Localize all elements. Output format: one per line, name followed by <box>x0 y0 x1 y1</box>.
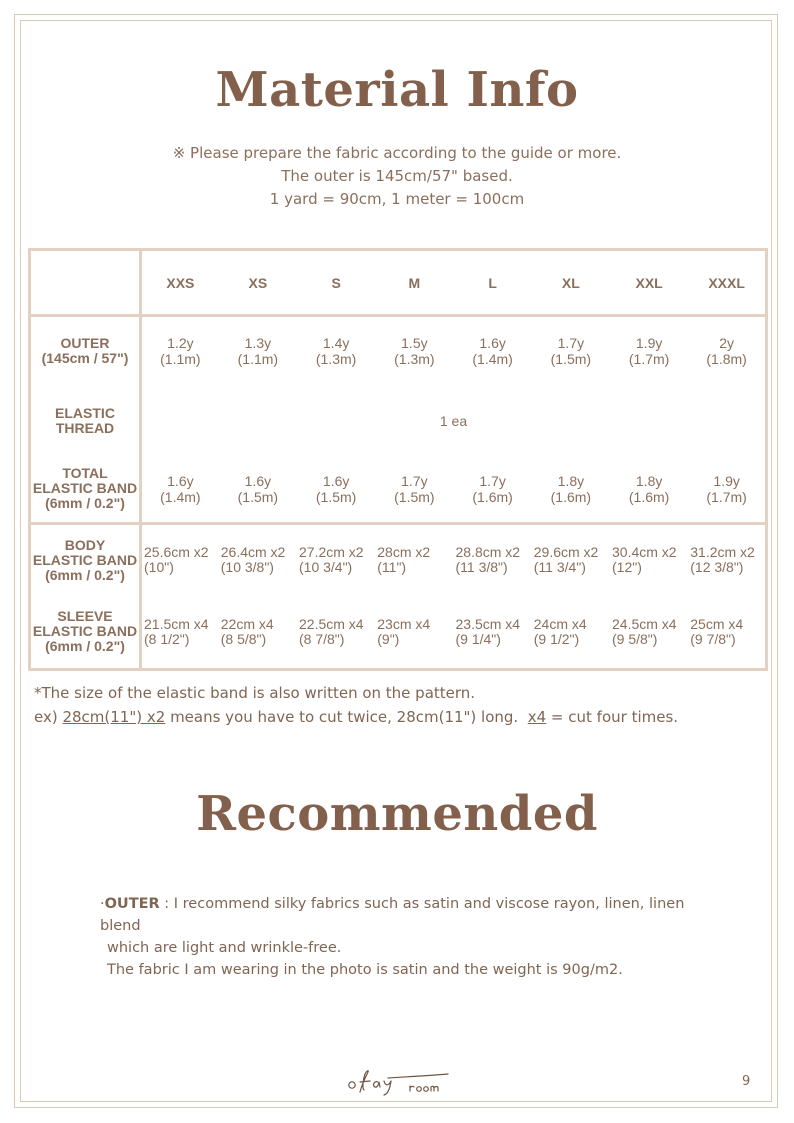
row-label-line: (145cm / 57") <box>41 350 129 367</box>
row-label-line: ELASTIC BAND <box>32 623 138 640</box>
table-corner-cell <box>30 250 141 316</box>
table-cell: 28.8cm x2 (11 3/8") <box>454 524 532 596</box>
size-header: XL <box>532 250 610 316</box>
recommended-title: Recommended <box>196 786 598 842</box>
material-table <box>28 248 768 671</box>
page-number: 9 <box>742 1074 751 1089</box>
row-label-line: (6mm / 0.2") <box>45 495 125 512</box>
reco-label: OUTER <box>104 896 160 912</box>
row-label-line: (6mm / 0.2") <box>45 566 125 583</box>
note-line-2 <box>34 705 774 729</box>
reco-line-3: The fabric I am wearing in the photo is satin and the weight is 90g/m2. <box>107 962 623 978</box>
row-label-line: (6mm / 0.2") <box>45 638 125 655</box>
table-cell: 24.5cm x4 (9 5/8") <box>612 615 677 647</box>
intro-line-2: The outer is 145cm/57" based. <box>281 167 513 185</box>
row-label-line: SLEEVE <box>57 608 113 625</box>
table-cell: 27.2cm x2 (10 3/4") <box>297 524 375 596</box>
table-cell: 23.5cm x4 (9 1/4") <box>455 615 521 647</box>
table-cell-span: 1 ea <box>439 412 468 429</box>
reco-line-2: which are light and wrinkle-free. <box>107 940 342 956</box>
row-label <box>30 456 141 524</box>
row-label <box>30 524 141 596</box>
table-cell: 1.8y (1.6m) <box>628 472 670 505</box>
table-cell: 1.6y (1.5m) <box>315 472 357 505</box>
note-prefix: ex) <box>34 708 63 726</box>
table-cell: 1.9y (1.7m) <box>628 335 670 368</box>
row-label-line: ELASTIC BAND <box>32 551 138 568</box>
note-mid: means you have to cut twice, 28cm(11") long. <box>165 708 528 726</box>
table-cell: 25cm x4 (9 7/8") <box>690 615 744 647</box>
table-cell: 1.6y (1.4m) <box>472 335 513 368</box>
table-cell: 26.4cm x2 (10 3/8") <box>219 524 297 596</box>
size-header: XXXL <box>688 250 766 316</box>
intro-line-1: ※ Please prepare the fabric according to the guide or more. <box>172 144 622 162</box>
reco-bullet: · <box>100 896 105 912</box>
table-cell: 24cm x4 (9 1/2") <box>533 615 587 647</box>
table-cell: 21.5cm x4 (8 1/2") <box>144 615 209 647</box>
reco-line-1-text: : I recommend silky fabrics such as satin and viscose rayon, linen, linen blend <box>100 896 685 934</box>
note-line-1: *The size of the elastic band is also written on the pattern. <box>34 684 476 702</box>
table-cell: 2y (1.8m) <box>706 335 747 368</box>
table-cell: 1.2y (1.1m) <box>160 335 201 368</box>
table-cell: 22.5cm x4 (8 7/8") <box>299 615 364 647</box>
table-cell: 28cm x2 (11") <box>375 524 453 596</box>
table-header-row <box>30 250 767 316</box>
table-cell: 1.7y (1.5m) <box>550 335 592 368</box>
table-row-elastic-thread <box>30 386 767 456</box>
table-cell: 29.6cm x2 (11 3/4") <box>532 524 610 596</box>
table-row-total-elastic <box>30 456 767 524</box>
row-label-line: ELASTIC <box>55 404 115 421</box>
row-label-line: THREAD <box>55 419 115 436</box>
size-header: XXS <box>141 250 219 316</box>
table-row-sleeve-elastic <box>30 596 767 670</box>
recommended-text <box>100 893 720 981</box>
table-cell: 31.2cm x2 (12 3/8") <box>688 524 766 596</box>
size-header: XS <box>219 250 297 316</box>
table-cell: 1.3y (1.1m) <box>237 335 279 368</box>
size-header: S <box>297 250 375 316</box>
table-cell: 1.7y (1.5m) <box>394 472 435 505</box>
table-row-body-elastic <box>30 524 767 596</box>
table-cell: 23cm x4 (9") <box>377 615 431 647</box>
table-cell: 1.8y (1.6m) <box>550 472 592 505</box>
row-label <box>30 596 141 670</box>
size-header: M <box>375 250 453 316</box>
note-end: = cut four times. <box>546 708 679 726</box>
note-example: 28cm(11") x2 <box>62 708 166 726</box>
row-label-line: OUTER <box>60 335 110 352</box>
table-cell: 30.4cm x2 (12") <box>610 524 688 596</box>
size-header: L <box>454 250 532 316</box>
row-label-line: TOTAL <box>62 465 108 482</box>
intro-text <box>0 142 794 211</box>
table-cell: 25.6cm x2 (10") <box>141 524 219 596</box>
elastic-notes <box>34 681 774 729</box>
material-info-title: Material Info <box>215 62 579 118</box>
table-cell: 1.7y (1.6m) <box>472 472 513 505</box>
table-row-outer <box>30 316 767 386</box>
table-cell: 1.9y (1.7m) <box>706 472 747 505</box>
table-cell: 1.5y (1.3m) <box>394 335 435 368</box>
row-label <box>30 386 141 456</box>
table-cell: 1.6y (1.4m) <box>160 472 201 505</box>
row-label-line: ELASTIC BAND <box>32 480 138 497</box>
note-x4: x4 <box>527 708 547 726</box>
table-cell: 1.4y (1.3m) <box>315 335 357 368</box>
ofay-room-logo <box>344 1064 450 1098</box>
size-header: XXL <box>610 250 688 316</box>
intro-line-3: 1 yard = 90cm, 1 meter = 100cm <box>269 190 525 208</box>
row-label-line: BODY <box>64 536 106 553</box>
table-cell: 1.6y (1.5m) <box>237 472 279 505</box>
row-label <box>30 316 141 386</box>
table-cell: 22cm x4 (8 5/8") <box>220 615 274 647</box>
reco-line-1 <box>100 893 720 937</box>
